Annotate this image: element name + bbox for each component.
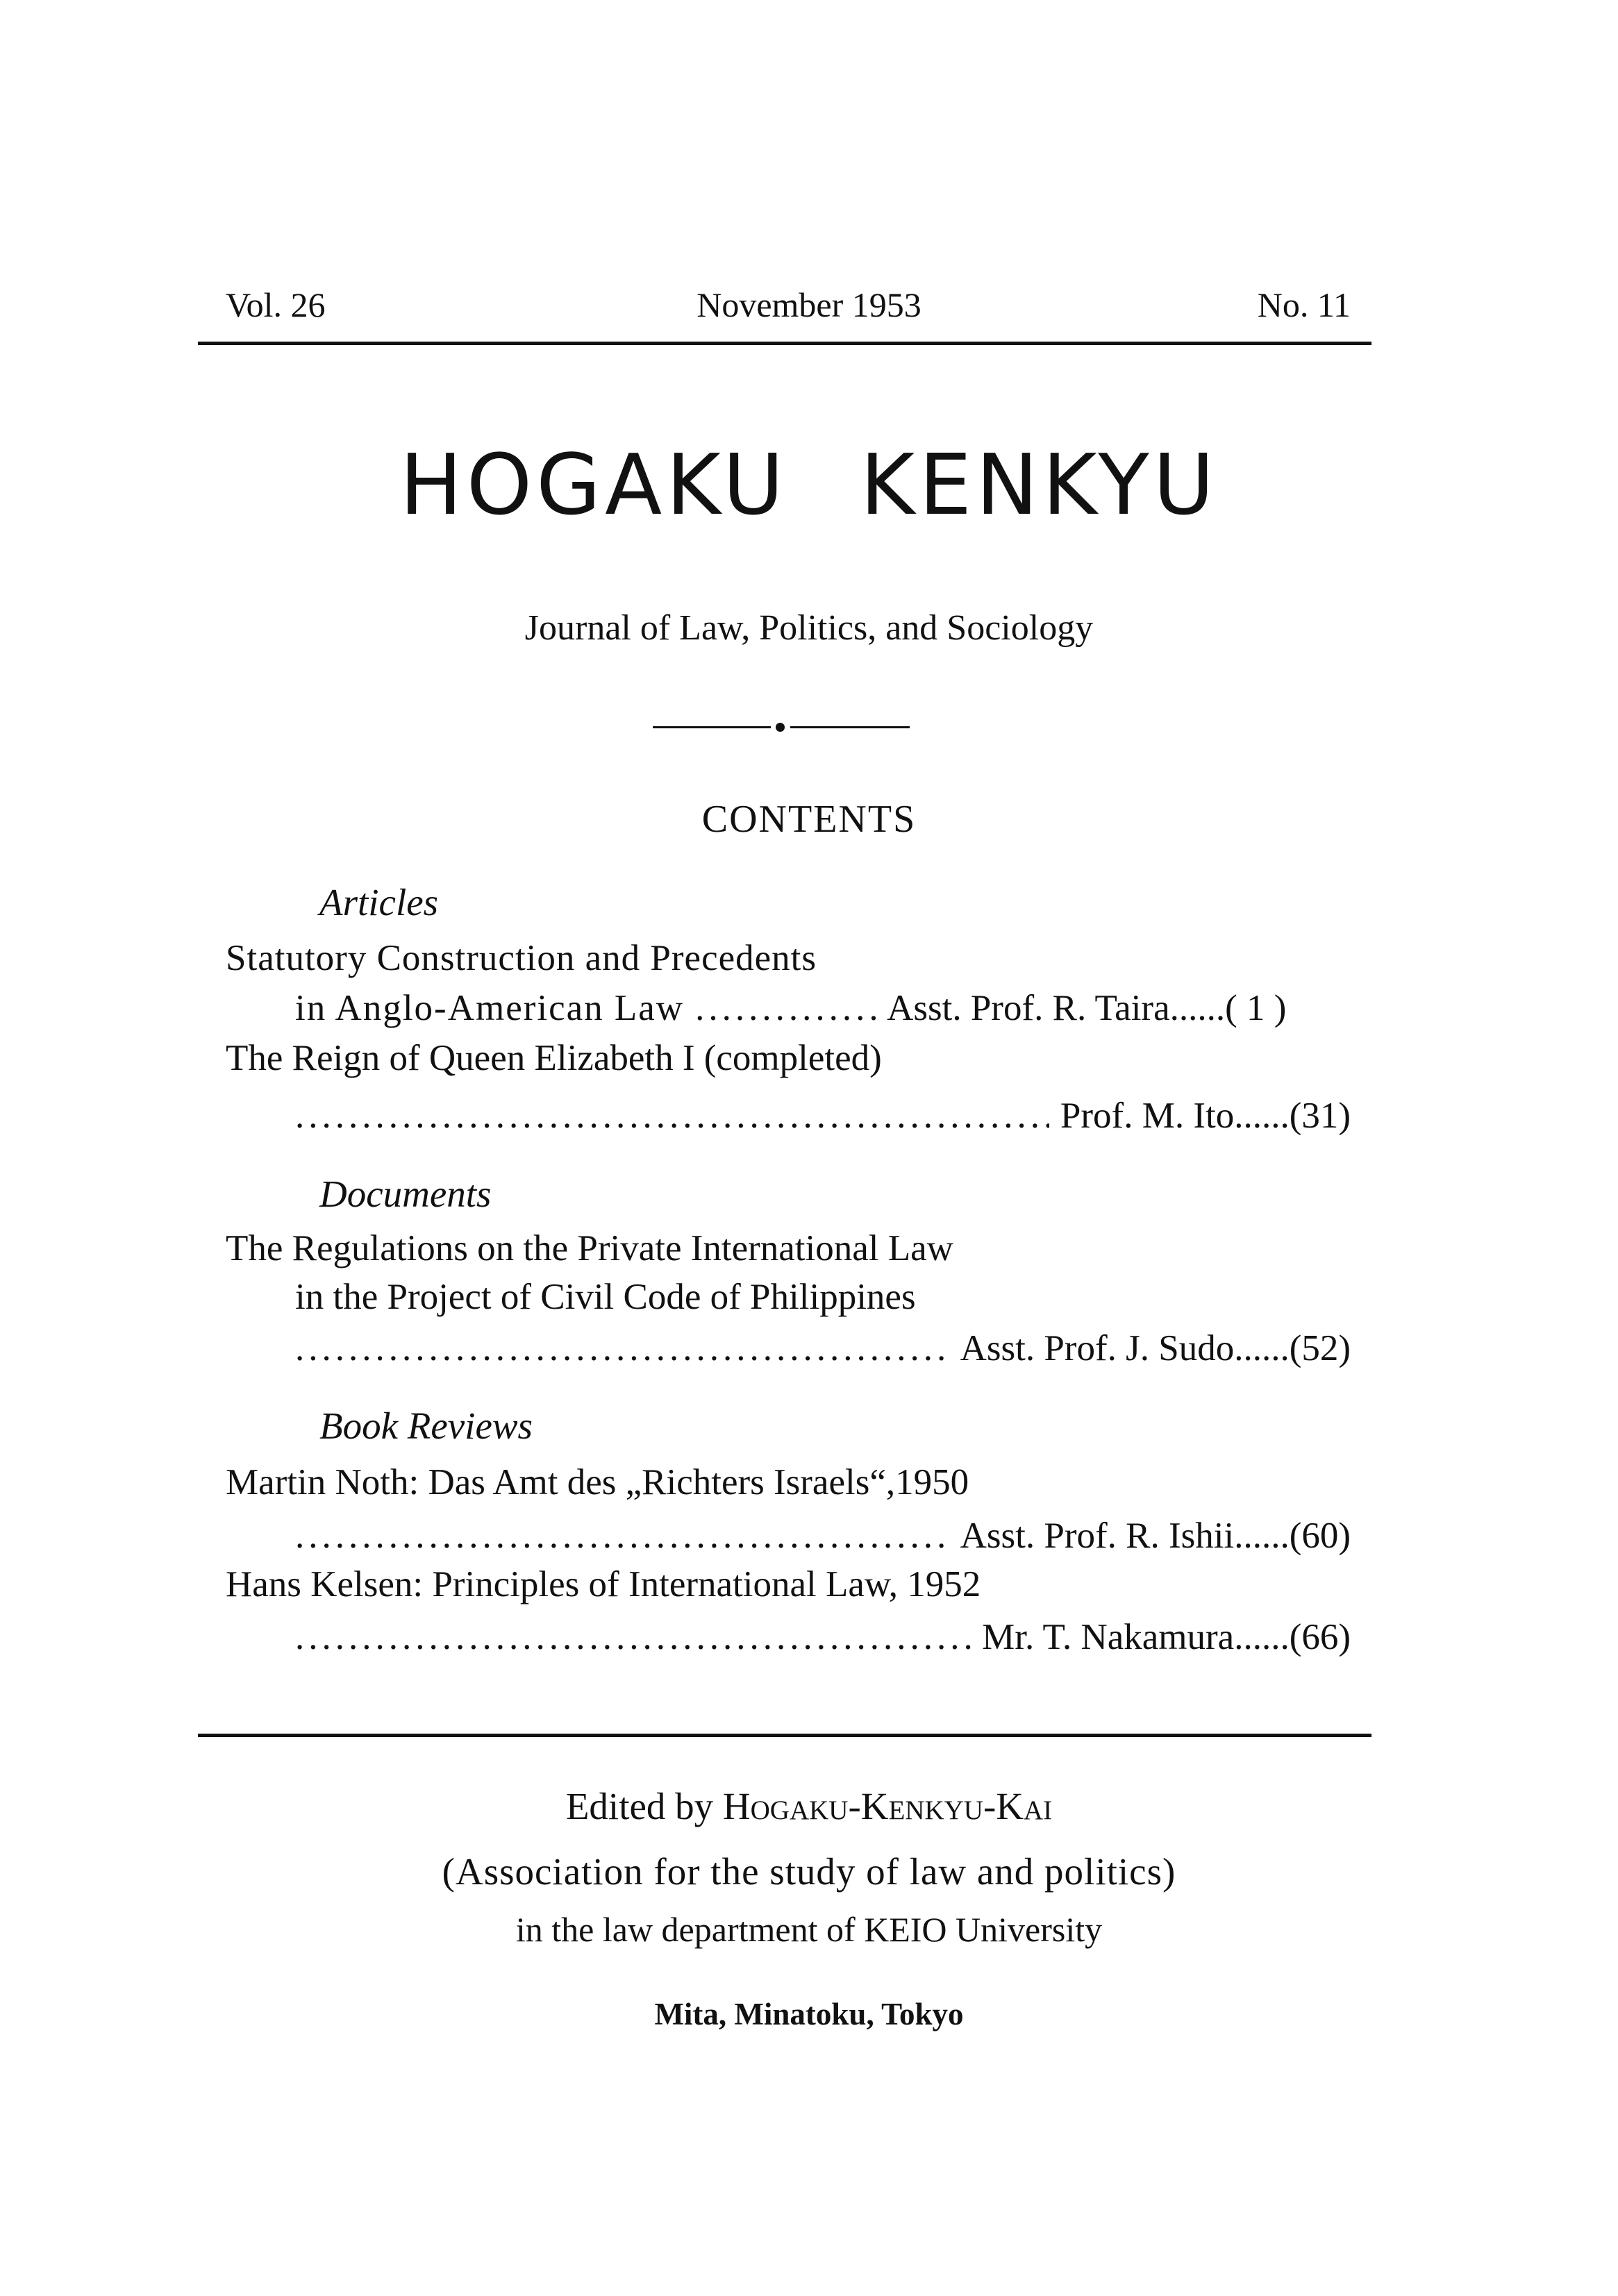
section-heading-book-reviews: Book Reviews (319, 1405, 533, 1447)
section-heading-articles: Articles (319, 881, 439, 923)
leader-dots (695, 987, 876, 1029)
review-1-entry (295, 1515, 1351, 1557)
address-line: Mita, Minatoku, Tokyo (654, 1997, 964, 2031)
issue-date: November 1953 (697, 285, 921, 324)
document-1-title-line2: in the Project of Civil Code of Philippines (295, 1277, 916, 1317)
footer-rule (198, 1734, 1371, 1737)
article-2-title: The Reign of Queen Elizabeth I (completed) (226, 1038, 882, 1078)
leader-dots (295, 1616, 971, 1658)
article-1-author: Asst. Prof. R. Taira......( 1 ) (887, 988, 1287, 1028)
leader-dots (295, 1515, 949, 1557)
ornament-divider (653, 721, 910, 735)
article-2-entry (295, 1095, 1351, 1137)
editor-name: Hogaku-Kenkyu-Kai (722, 1785, 1053, 1827)
review-2-title: Hans Kelsen: Principles of International Law, 1952 (226, 1564, 981, 1604)
article-1-title-line2: in Anglo-American Law (295, 988, 685, 1028)
document-1-author: Asst. Prof. J. Sudo......(52) (960, 1328, 1351, 1368)
leader-dots (295, 1095, 1049, 1137)
document-1-title-line1: The Regulations on the Private International Law (226, 1228, 953, 1268)
issue-number: No. 11 (1257, 285, 1351, 324)
review-2-author: Mr. T. Nakamura......(66) (982, 1617, 1351, 1657)
article-2-author: Prof. M. Ito......(31) (1060, 1096, 1351, 1136)
edited-by-line (0, 1784, 1618, 1828)
association-line: (Association for the study of law and politics) (442, 1850, 1176, 1893)
volume-label: Vol. 26 (226, 285, 326, 324)
review-1-author: Asst. Prof. R. Ishii......(60) (960, 1516, 1351, 1556)
leader-dots (295, 1327, 949, 1369)
journal-title: HOGAKU KENKYU (399, 437, 1219, 534)
document-1-entry (295, 1327, 1351, 1369)
article-1-title-line1: Statutory Construction and Precedents (226, 938, 817, 978)
contents-heading: CONTENTS (701, 798, 917, 841)
section-heading-documents: Documents (319, 1173, 492, 1215)
article-1-entry (295, 987, 1351, 1029)
review-1-title: Martin Noth: Das Amt des „Richters Israels“,1950 (226, 1462, 969, 1502)
department-line: in the law department of KEIO University (515, 1910, 1103, 1949)
review-2-entry (295, 1616, 1351, 1658)
journal-subtitle: Journal of Law, Politics, and Sociology (524, 608, 1094, 648)
header-rule (198, 342, 1371, 345)
edited-by-label: Edited by (565, 1785, 714, 1827)
